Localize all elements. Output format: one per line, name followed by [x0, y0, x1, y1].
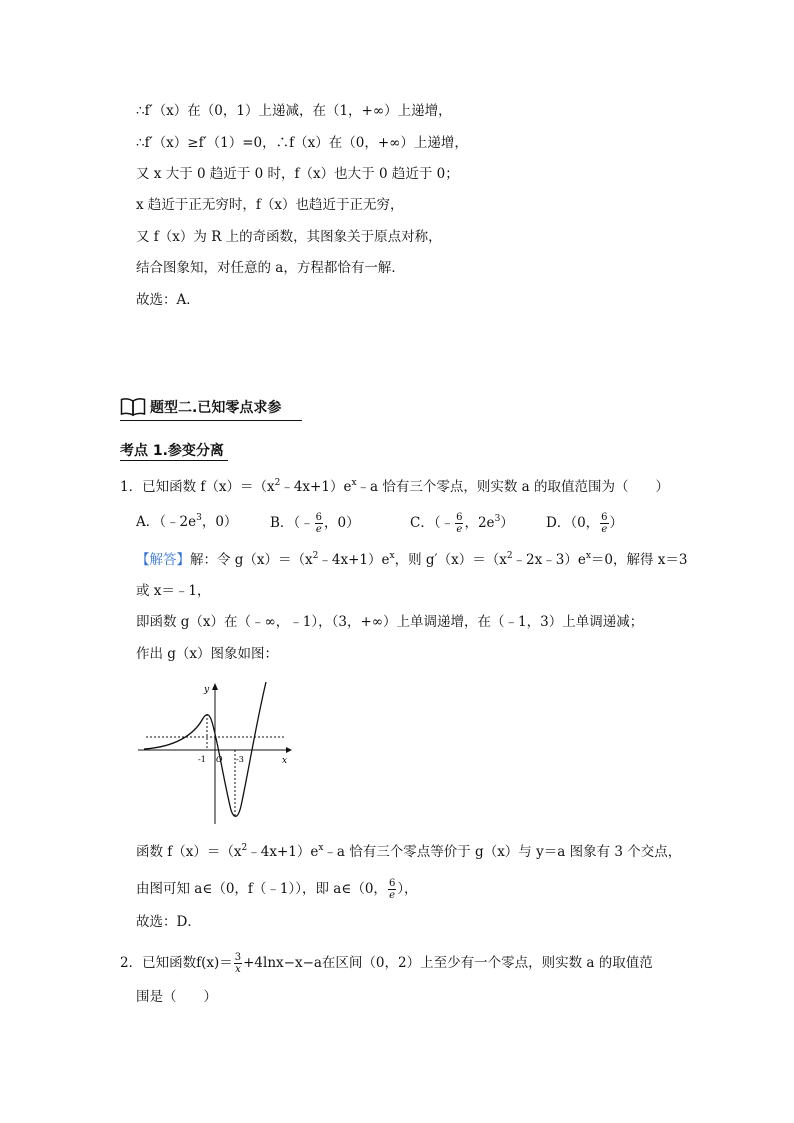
option-b: B．（﹣ $\frac{6}{e}$ ，0）: [270, 512, 360, 535]
text-line: 又 x 大于 0 趋近于 0 时，f（x）也大于 0 趋近于 0；: [136, 166, 459, 182]
function-graph: [136, 674, 296, 826]
section-heading: [120, 396, 302, 421]
text-line: 故选：A．: [136, 292, 200, 308]
x-axis-arrow: [286, 747, 292, 753]
section-title: 题型二.已知零点求参: [150, 400, 282, 416]
solution-line: 即函数 g（x）在（﹣∞，﹣1），（3，+∞）上单调递增，在（﹣1，3）上单调递减；: [136, 614, 644, 630]
solution-line: 【解答】解：令 $g(x)=(x^2﹣4x+1)e^x$，则 $g'(x)=(x^2﹣2x﹣3)e^x=0$，解得 x＝3: [136, 550, 688, 568]
solution-line: 或 x＝﹣1，: [136, 583, 211, 599]
subsection-title: 考点 1.参变分离: [120, 443, 224, 459]
text-line: ∴f′（x）在（0，1）上递减，在（1，+∞）上递增，: [136, 103, 452, 119]
y-axis-arrow: [212, 683, 218, 690]
option-a: A．（$﹣2e^3$，0）: [136, 512, 238, 530]
x-axis-label: x: [282, 756, 288, 766]
solution-line: 由图可知 a∈（0，f（﹣1）），即 a∈（0， $\frac{6}{e}$ ），: [136, 878, 418, 901]
tick-label: -3: [236, 755, 244, 764]
text-line: 结合图象知，对任意的 a，方程都恰有一解．: [136, 260, 405, 276]
problem-1-stem: 1．已知函数 $f(x)=(x^2﹣4x+1)e^x﹣a$ 恰有三个零点，则实数 a 的取值范围为（ ）: [120, 477, 669, 495]
solution-line: 函数 $f(x)=(x^2﹣4x+1)e^x﹣a$ 恰有三个零点等价于 g（x）与 y＝a 图象有 3 个交点，: [136, 842, 682, 860]
text-line: 又 f（x）为 R 上的奇函数，其图象关于原点对称，: [136, 229, 442, 245]
option-c: C．（﹣ $\frac{6}{e}$ ，$2e^3$）: [410, 512, 514, 535]
problem-2-stem: 围是（ ）: [136, 989, 217, 1005]
g-curve: [144, 682, 266, 816]
open-book-icon: [120, 397, 146, 417]
solution-tag: 【解答】: [136, 552, 190, 568]
option-d: D．（0， $\frac{6}{e}$ ）: [546, 512, 624, 535]
y-axis-label: y: [204, 685, 210, 695]
origin-label: O: [216, 755, 223, 764]
text-line: x 趋近于正无穷时，f（x）也趋近于正无穷，: [136, 197, 404, 213]
solution-line: 故选：D．: [136, 914, 201, 930]
subsection-heading: [120, 440, 228, 461]
problem-2-stem: 2．已知函数f(x)＝ $\frac{3}{x}$ +4lnx−x−a在区间（0，2）上至少有一个零点，则实数 a 的取值范: [120, 952, 653, 975]
text-line: ∴f′（x）≥f′（1）=0，∴f（x）在（0，+∞）上递增，: [136, 135, 468, 151]
solution-line: 作出 g（x）图象如图：: [136, 646, 279, 662]
tick-label: -1: [198, 755, 206, 764]
